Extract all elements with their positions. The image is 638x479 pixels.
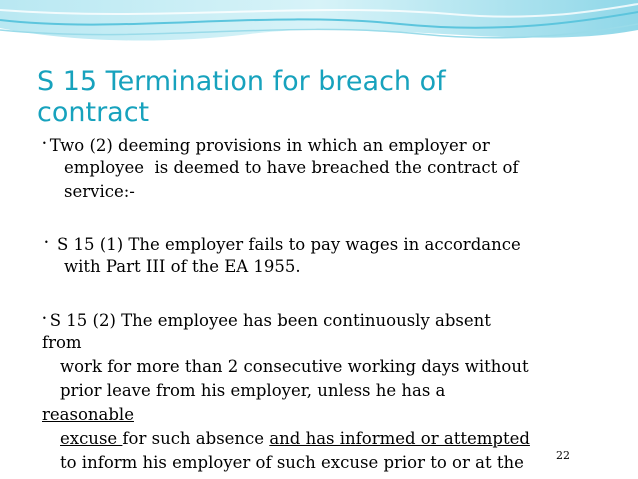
bullet-1-line-3-row (64, 180, 135, 204)
bullet-3-line-2: from (42, 333, 82, 352)
bullet-1 (42, 132, 490, 158)
bullet-1-line-2: employee is deemed to have breached the contract of (64, 158, 519, 177)
slide-title: S 15 Termination for breach of contract (37, 66, 446, 129)
bullet-2-line-2: with Part III of the EA 1955. (64, 257, 301, 276)
bullet-3-line-1: S 15 (2) The employee has been continuously absent (49, 311, 491, 330)
bullet-2 (44, 231, 521, 257)
bullet-3-line-4-row (60, 379, 445, 403)
header-wave-decoration (0, 0, 638, 58)
bullet-3-excuse-text: excuse (60, 429, 123, 448)
bullet-dot-icon: • (44, 238, 49, 247)
bullet-3-informed-text: and has informed or attempted (269, 429, 530, 448)
bullet-3-line-2-row (42, 331, 82, 355)
bullet-3-line-6-row (60, 427, 530, 451)
bullet-1-line-1: Two (2) deeming provisions in which an employer or (49, 136, 490, 155)
bullet-1-line-2-row (64, 156, 519, 180)
bullet-3-line-7: to inform his employer of such excuse prior to or at the (60, 453, 524, 472)
bullet-2-line-2-row (64, 255, 301, 279)
bullet-3-line-7-row (60, 451, 524, 475)
bullet-3-line-5-row (42, 403, 134, 427)
bullet-3-line-3-row (60, 355, 529, 379)
bullet-dot-icon: • (42, 314, 47, 323)
bullet-3-line-4: prior leave from his employer, unless he has a (60, 381, 446, 400)
bullet-3-such-absence-text: for such absence (122, 429, 270, 448)
bullet-3-line-5: reasonable (42, 405, 134, 424)
bullet-3-line-3: work for more than 2 consecutive working days without (60, 357, 529, 376)
bullet-2-line-1: S 15 (1) The employer fails to pay wages in accordance (56, 235, 521, 254)
bullet-dot-icon: • (42, 139, 47, 148)
bullet-3 (42, 307, 491, 333)
bullet-1-line-3: service:- (64, 182, 135, 201)
page-number: 22 (556, 449, 570, 462)
